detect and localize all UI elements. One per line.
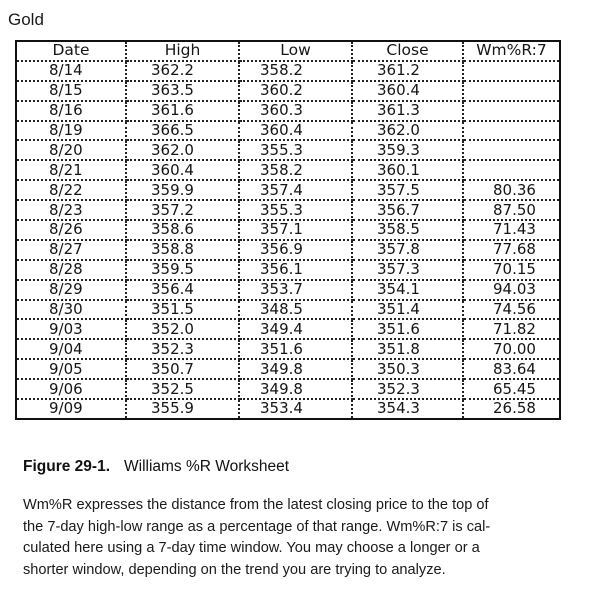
low-cell: 358.2 <box>239 61 352 81</box>
close-cell: 357.3 <box>352 260 463 280</box>
low-cell: 355.3 <box>239 200 352 220</box>
low-cell: 357.1 <box>239 220 352 240</box>
wm-r-cell: 70.00 <box>463 339 559 359</box>
high-cell: 352.3 <box>126 339 239 359</box>
table-row <box>17 61 559 81</box>
close-cell: 361.3 <box>352 101 463 121</box>
high-cell: 359.9 <box>126 180 239 200</box>
high-cell: 362.2 <box>126 61 239 81</box>
close-cell: 357.5 <box>352 180 463 200</box>
close-cell: 359.3 <box>352 140 463 160</box>
table-row <box>17 339 559 359</box>
wm-r-cell: 71.43 <box>463 220 559 240</box>
wm-r-cell: 83.64 <box>463 359 559 379</box>
high-cell: 357.2 <box>126 200 239 220</box>
table-row <box>17 260 559 280</box>
wm-r-cell <box>463 160 559 180</box>
close-cell: 361.2 <box>352 61 463 81</box>
wm-r-cell: 94.03 <box>463 280 559 300</box>
column-header-date: Date <box>17 42 126 61</box>
column-header-low: Low <box>239 42 352 61</box>
figure-title: Williams %R Worksheet <box>124 458 290 475</box>
close-cell: 357.8 <box>352 240 463 260</box>
table-header-row <box>17 42 559 61</box>
table-row <box>17 200 559 220</box>
close-cell: 356.7 <box>352 200 463 220</box>
close-cell: 358.5 <box>352 220 463 240</box>
high-cell: 361.6 <box>126 101 239 121</box>
close-cell: 350.3 <box>352 359 463 379</box>
high-cell: 366.5 <box>126 121 239 141</box>
date-cell: 8/26 <box>17 220 126 240</box>
page-heading: Gold <box>8 10 44 29</box>
table-row <box>17 399 559 418</box>
low-cell: 349.8 <box>239 379 352 399</box>
low-cell: 358.2 <box>239 160 352 180</box>
close-cell: 351.8 <box>352 339 463 359</box>
table-row <box>17 240 559 260</box>
body-paragraph <box>23 495 593 581</box>
date-cell: 8/21 <box>17 160 126 180</box>
table-row <box>17 319 559 339</box>
date-cell: 8/15 <box>17 81 126 101</box>
low-cell: 356.9 <box>239 240 352 260</box>
date-cell: 8/20 <box>17 140 126 160</box>
high-cell: 352.0 <box>126 319 239 339</box>
high-cell: 350.7 <box>126 359 239 379</box>
low-cell: 349.8 <box>239 359 352 379</box>
date-cell: 8/14 <box>17 61 126 81</box>
body-line: the 7-day high-low range as a percentage of that range. Wm%R:7 is cal- <box>23 518 491 535</box>
table-row <box>17 121 559 141</box>
date-cell: 8/23 <box>17 200 126 220</box>
date-cell: 8/22 <box>17 180 126 200</box>
date-cell: 8/19 <box>17 121 126 141</box>
high-cell: 359.5 <box>126 260 239 280</box>
figure-label: Figure 29-1. <box>23 458 110 475</box>
wm-r-cell: 74.56 <box>463 300 559 320</box>
date-cell: 8/27 <box>17 240 126 260</box>
table-row <box>17 220 559 240</box>
date-cell: 8/30 <box>17 300 126 320</box>
column-header-high: High <box>126 42 239 61</box>
low-cell: 353.7 <box>239 280 352 300</box>
low-cell: 360.4 <box>239 121 352 141</box>
wm-r-cell: 70.15 <box>463 260 559 280</box>
table-row <box>17 280 559 300</box>
wm-r-cell: 26.58 <box>493 399 536 418</box>
table-row <box>17 300 559 320</box>
low-cell: 348.5 <box>239 300 352 320</box>
table-body <box>17 61 559 418</box>
date-cell: 9/06 <box>17 379 126 399</box>
high-cell: 351.5 <box>126 300 239 320</box>
date-cell: 9/03 <box>17 319 126 339</box>
wm-r-cell <box>463 121 559 141</box>
low-cell: 360.3 <box>239 101 352 121</box>
low-cell: 356.1 <box>239 260 352 280</box>
wm-r-cell: 65.45 <box>463 379 559 399</box>
date-cell: 8/16 <box>17 101 126 121</box>
high-cell: 352.5 <box>126 379 239 399</box>
close-cell: 352.3 <box>352 379 463 399</box>
low-cell: 351.6 <box>239 339 352 359</box>
wm-r-cell <box>463 140 559 160</box>
wm-r-cell: 80.36 <box>463 180 559 200</box>
high-cell: 362.0 <box>126 140 239 160</box>
low-cell: 349.4 <box>239 319 352 339</box>
close-cell: 351.6 <box>352 319 463 339</box>
williams-r-worksheet-table <box>15 40 561 420</box>
date-cell: 8/28 <box>17 260 126 280</box>
high-cell: 358.8 <box>126 240 239 260</box>
body-line: Wm%R expresses the distance from the latest closing price to the top of <box>23 497 489 513</box>
high-cell: 360.4 <box>126 160 239 180</box>
wm-r-cell: 71.82 <box>463 319 559 339</box>
column-header-wm-r-7: Wm%R:7 <box>463 42 559 61</box>
wm-r-cell <box>463 81 559 101</box>
close-cell: 354.3 <box>352 399 463 418</box>
table-row <box>17 160 559 180</box>
figure-caption <box>23 458 289 476</box>
close-cell: 362.0 <box>352 121 463 141</box>
table-row <box>17 359 559 379</box>
column-header-close: Close <box>352 42 463 61</box>
high-cell: 363.5 <box>126 81 239 101</box>
table-row <box>17 180 559 200</box>
wm-r-cell <box>463 61 559 81</box>
close-cell: 360.4 <box>352 81 463 101</box>
date-cell: 8/29 <box>17 280 126 300</box>
table-row <box>17 81 559 101</box>
wm-r-cell <box>463 101 559 121</box>
body-line: shorter window, depending on the trend you are trying to analyze. <box>23 561 446 578</box>
date-cell: 9/05 <box>17 359 126 379</box>
high-cell: 355.9 <box>126 399 239 418</box>
date-cell: 9/04 <box>17 339 126 359</box>
body-line: culated here using a 7-day time window. You may choose a longer or a <box>23 540 480 556</box>
table-row <box>17 140 559 160</box>
wm-r-cell: 77.68 <box>463 240 559 260</box>
low-cell: 360.2 <box>239 81 352 101</box>
close-cell: 360.1 <box>352 160 463 180</box>
low-cell: 355.3 <box>239 140 352 160</box>
low-cell: 357.4 <box>239 180 352 200</box>
table-row <box>17 379 559 399</box>
high-cell: 356.4 <box>126 280 239 300</box>
low-cell: 353.4 <box>239 399 352 418</box>
table-row <box>17 101 559 121</box>
close-cell: 354.1 <box>352 280 463 300</box>
date-cell: 9/09 <box>17 399 126 418</box>
wm-r-cell: 87.50 <box>463 200 559 220</box>
close-cell: 351.4 <box>352 300 463 320</box>
high-cell: 358.6 <box>126 220 239 240</box>
